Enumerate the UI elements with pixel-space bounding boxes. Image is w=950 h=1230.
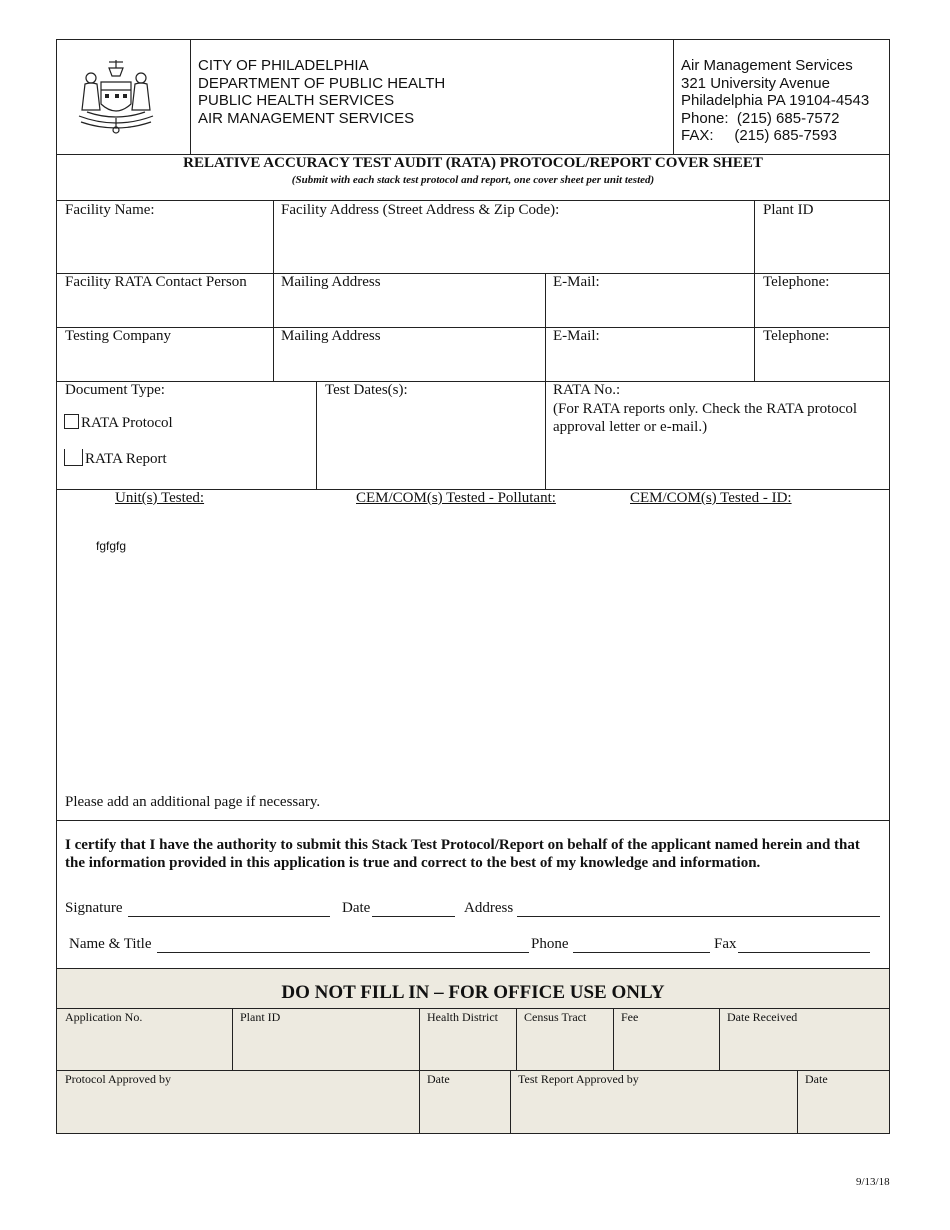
- office-use-heading: DO NOT FILL IN – FOR OFFICE USE ONLY: [281, 982, 665, 1003]
- rata-protocol-checkbox[interactable]: [64, 414, 79, 429]
- divider: [232, 1008, 233, 1070]
- testing-telephone-field[interactable]: Telephone:: [763, 328, 830, 344]
- fax-label: Fax: [714, 936, 737, 952]
- name-title-label: Name & Title: [69, 936, 152, 952]
- divider: [797, 1070, 798, 1133]
- units-entry-text[interactable]: fgfgfg: [96, 539, 127, 553]
- office-census-tract: Census Tract: [524, 1010, 587, 1024]
- city-seal-icon: [71, 54, 161, 138]
- divider: [545, 381, 546, 489]
- date-line[interactable]: [372, 916, 455, 917]
- contact-telephone-field[interactable]: Telephone:: [763, 274, 830, 290]
- rata-no-field[interactable]: RATA No.:: [553, 382, 621, 398]
- divider: [57, 381, 889, 382]
- additional-page-note: Please add an additional page if necessary.: [65, 794, 321, 810]
- contact-mailing-field[interactable]: Mailing Address: [281, 274, 381, 290]
- rata-protocol-label: RATA Protocol: [81, 415, 173, 431]
- revision-date: 9/13/18: [856, 1176, 890, 1188]
- certification-statement: I certify that I have the authority to submit this Stack Test Protocol/Report on behalf of the applicant named herein and that the information provided in this application is true and correct to the best of my knowledge and information.: [65, 837, 860, 871]
- rata-report-option[interactable]: [64, 449, 167, 468]
- contact-line: 321 University Avenue: [681, 74, 830, 92]
- agency-block: [198, 57, 445, 127]
- signature-label: Signature: [65, 900, 123, 916]
- name-title-line[interactable]: [157, 952, 529, 953]
- agency-line: PUBLIC HEALTH SERVICES: [198, 92, 395, 109]
- testing-email-field[interactable]: E-Mail:: [553, 328, 600, 344]
- office-health-district: Health District: [427, 1010, 498, 1024]
- phone-label: Phone: [531, 936, 569, 952]
- agency-line: DEPARTMENT OF PUBLIC HEALTH: [198, 74, 446, 92]
- agency-line: CITY OF PHILADELPHIA: [198, 57, 369, 74]
- agency-line: AIR MANAGEMENT SERVICES: [198, 109, 415, 127]
- form-subtitle: (Submit with each stack test protocol and report, one cover sheet per unit tested): [291, 174, 655, 186]
- divider: [57, 968, 889, 969]
- divider: [516, 1008, 517, 1070]
- contact-line: Phone: (215) 685-7572: [681, 109, 840, 127]
- address-line[interactable]: [517, 916, 880, 917]
- fax-line[interactable]: [738, 952, 870, 953]
- form-frame: [56, 39, 890, 1134]
- contact-line: Philadelphia PA 19104-4543: [681, 92, 870, 109]
- cem-id-header: CEM/COM(s) Tested - ID:: [630, 490, 792, 506]
- contact-line: Air Management Services: [681, 57, 853, 74]
- rata-no-note: (For RATA reports only. Check the RATA protocol approval letter or e-mail.): [553, 401, 858, 435]
- facility-address-field[interactable]: Facility Address (Street Address & Zip Code):: [281, 202, 560, 218]
- divider: [57, 1070, 889, 1071]
- office-fee: Fee: [621, 1010, 639, 1024]
- divider: [613, 1008, 614, 1070]
- pollutant-header: CEM/COM(s) Tested - Pollutant:: [356, 490, 556, 506]
- contact-line: FAX: (215) 685-7593: [681, 127, 837, 144]
- divider: [190, 40, 191, 154]
- divider: [719, 1008, 720, 1070]
- office-application-no: Application No.: [65, 1010, 143, 1024]
- phone-line[interactable]: [573, 952, 710, 953]
- divider: [57, 1008, 889, 1009]
- document-type-label: Document Type:: [65, 382, 165, 398]
- divider: [273, 200, 274, 381]
- office-plant-id: Plant ID: [240, 1010, 281, 1024]
- testing-company-field[interactable]: Testing Company: [65, 328, 172, 344]
- facility-name-field[interactable]: Facility Name:: [65, 202, 155, 218]
- contact-email-field[interactable]: E-Mail:: [553, 274, 600, 290]
- test-dates-field[interactable]: Test Dates(s):: [325, 382, 408, 398]
- address-label: Address: [464, 900, 514, 916]
- date-label: Date: [342, 900, 371, 916]
- office-date-received: Date Received: [727, 1010, 798, 1024]
- testing-mailing-field[interactable]: Mailing Address: [281, 328, 381, 344]
- divider: [673, 40, 674, 154]
- rata-report-checkbox[interactable]: [64, 449, 83, 466]
- divider: [510, 1070, 511, 1133]
- divider: [57, 820, 889, 821]
- office-report-date: Date: [805, 1072, 828, 1086]
- office-report-approved-by: Test Report Approved by: [518, 1072, 639, 1086]
- contact-block: [681, 57, 869, 145]
- office-protocol-date: Date: [427, 1072, 450, 1086]
- form-title: RELATIVE ACCURACY TEST AUDIT (RATA) PROTOCOL/REPORT COVER SHEET: [183, 155, 763, 171]
- divider: [57, 200, 889, 201]
- contact-person-field[interactable]: Facility RATA Contact Person: [65, 274, 247, 290]
- divider: [754, 200, 755, 381]
- rata-protocol-option[interactable]: [64, 414, 173, 432]
- plant-id-field[interactable]: Plant ID: [763, 202, 814, 218]
- office-protocol-approved-by: Protocol Approved by: [65, 1072, 171, 1086]
- signature-line[interactable]: [128, 916, 330, 917]
- units-tested-header: Unit(s) Tested:: [115, 490, 205, 506]
- divider: [316, 381, 317, 489]
- rata-report-label: RATA Report: [85, 451, 167, 467]
